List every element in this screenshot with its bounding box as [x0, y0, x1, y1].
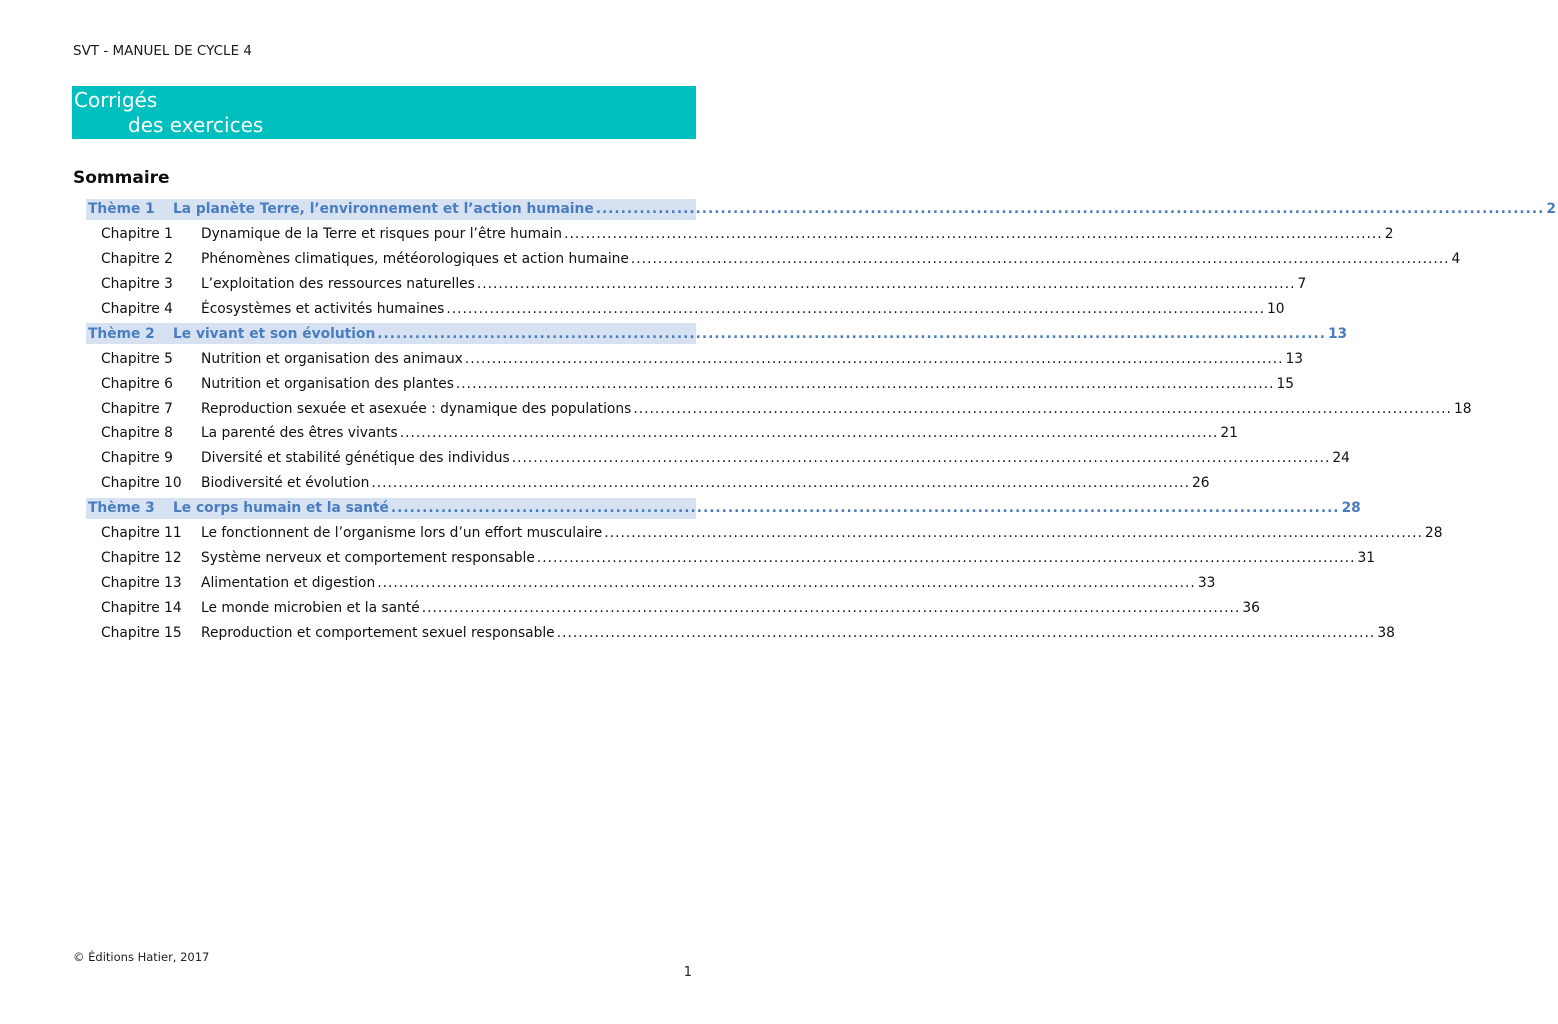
toc-dot-leader — [446, 301, 1265, 317]
toc-chapter-row[interactable] — [86, 247, 1461, 272]
toc-dot-leader — [371, 475, 1190, 491]
toc-entry-label: Chapitre 2 — [101, 251, 173, 268]
toc-theme-row[interactable] — [86, 323, 1348, 344]
toc-chapter-row[interactable] — [86, 545, 1376, 570]
toc-entry-label: Chapitre 5 — [101, 350, 173, 367]
toc-entry-page: 2 — [1384, 226, 1394, 243]
toc-entry-label: Thème 3 — [88, 500, 155, 517]
toc-entry-title: La planète Terre, l’environnement et l’action humaine — [173, 201, 594, 218]
toc-entry-title: Le monde microbien et la santé — [201, 599, 420, 616]
toc-entry-label: Chapitre 4 — [101, 301, 173, 317]
toc-dot-leader — [557, 625, 1376, 641]
banner-title-line2: des exercices — [128, 113, 264, 137]
toc-entry-label: Thème 1 — [88, 201, 155, 218]
toc-dot-leader — [391, 500, 1340, 516]
toc-entry-page: 7 — [1297, 276, 1307, 293]
toc-chapter-row[interactable] — [86, 521, 1443, 546]
toc-dot-leader — [512, 450, 1331, 466]
toc-theme-row[interactable] — [86, 199, 1556, 220]
toc-entry-label: Chapitre 11 — [101, 525, 182, 542]
toc-dot-leader — [564, 226, 1383, 242]
toc-chapter-row[interactable] — [86, 222, 1394, 247]
toc-chapter-row[interactable] — [86, 446, 1350, 471]
toc-chapter-row[interactable] — [86, 421, 1238, 446]
toc-entry-title: Reproduction sexuée et asexuée : dynamique des populations — [201, 400, 632, 417]
toc-chapter-row[interactable] — [86, 272, 1307, 297]
toc-entry-page: 21 — [1220, 425, 1238, 442]
toc-entry-title: Nutrition et organisation des plantes — [201, 375, 454, 392]
toc-dot-leader — [633, 401, 1452, 417]
toc-entry-title: Nutrition et organisation des animaux — [201, 350, 463, 367]
toc-chapter-row[interactable] — [86, 471, 1210, 496]
toc-chapter-row[interactable] — [86, 297, 1285, 322]
toc-chapter-row[interactable] — [86, 346, 1304, 371]
toc-entry-title: Diversité et stabilité génétique des individus — [201, 450, 510, 467]
toc-entry-page: 36 — [1242, 599, 1260, 616]
toc-entry-title: Le corps humain et la santé — [173, 500, 389, 517]
toc-entry-label: Chapitre 3 — [101, 276, 173, 293]
toc-entry-page: 28 — [1424, 525, 1443, 542]
page-number: 1 — [683, 965, 692, 980]
toc-entry-title: Dynamique de la Terre et risques pour l’être humain — [201, 226, 563, 243]
toc-entry-label: Chapitre 9 — [101, 450, 173, 467]
toc-entry-page: 13 — [1285, 350, 1304, 367]
sommaire-heading: Sommaire — [73, 168, 170, 188]
toc-entry-page: 10 — [1266, 301, 1285, 317]
title-banner — [72, 86, 696, 139]
toc-entry-title: Système nerveux et comportement responsable — [201, 549, 535, 566]
toc-dot-leader — [477, 276, 1296, 292]
toc-entry-page: 2 — [1546, 201, 1556, 218]
toc-entry-label: Chapitre 6 — [101, 375, 173, 392]
toc-entry-label: Chapitre 13 — [101, 574, 182, 591]
toc-entry-title: L’exploitation des ressources naturelles — [201, 276, 475, 293]
toc-entry-page: 4 — [1451, 251, 1461, 268]
toc-entry-title: Le fonctionnent de l’organisme lors d’un effort musculaire — [201, 525, 603, 542]
toc-entry-title: Biodiversité et évolution — [201, 475, 370, 492]
toc-entry-title: Phénomènes climatiques, météorologiques et action humaine — [201, 251, 629, 268]
toc-entry-title: Reproduction et comportement sexuel responsable — [201, 624, 555, 641]
table-of-contents — [86, 197, 1556, 645]
toc-entry-title: Alimentation et digestion — [201, 574, 376, 591]
copyright-notice: © Éditions Hatier, 2017 — [73, 950, 210, 964]
toc-dot-leader — [422, 600, 1241, 616]
toc-entry-label: Thème 2 — [88, 325, 155, 342]
toc-theme-row[interactable] — [86, 498, 1361, 519]
toc-entry-label: Chapitre 14 — [101, 599, 182, 616]
toc-dot-leader — [377, 326, 1326, 342]
toc-chapter-row[interactable] — [86, 396, 1472, 421]
toc-dot-leader — [465, 351, 1284, 367]
toc-dot-leader — [631, 251, 1450, 267]
toc-entry-page: 13 — [1327, 325, 1348, 342]
toc-entry-page: 15 — [1276, 375, 1295, 392]
toc-entry-page: 38 — [1377, 624, 1395, 641]
toc-entry-title: Écosystèmes et activités humaines — [201, 301, 445, 317]
toc-entry-page: 33 — [1197, 574, 1216, 591]
running-header: SVT - MANUEL DE CYCLE 4 — [73, 43, 252, 59]
toc-entry-page: 31 — [1357, 549, 1376, 566]
toc-dot-leader — [377, 575, 1196, 591]
toc-entry-label: Chapitre 1 — [101, 226, 173, 243]
toc-dot-leader — [596, 201, 1545, 217]
toc-dot-leader — [537, 550, 1356, 566]
toc-entry-title: La parenté des êtres vivants — [201, 425, 398, 442]
toc-entry-page: 24 — [1332, 450, 1350, 467]
toc-chapter-row[interactable] — [86, 371, 1295, 396]
toc-entry-label: Chapitre 15 — [101, 624, 182, 641]
toc-dot-leader — [604, 525, 1423, 541]
toc-dot-leader — [456, 376, 1275, 392]
toc-chapter-row[interactable] — [86, 620, 1395, 645]
toc-entry-title: Le vivant et son évolution — [173, 325, 376, 342]
toc-entry-label: Chapitre 8 — [101, 425, 173, 442]
toc-entry-page: 18 — [1453, 400, 1472, 417]
toc-chapter-row[interactable] — [86, 595, 1260, 620]
toc-dot-leader — [400, 425, 1219, 441]
toc-entry-label: Chapitre 12 — [101, 549, 182, 566]
toc-entry-label: Chapitre 10 — [101, 475, 182, 492]
banner-title-line1: Corrigés — [74, 88, 158, 112]
toc-entry-label: Chapitre 7 — [101, 400, 173, 417]
toc-chapter-row[interactable] — [86, 570, 1216, 595]
toc-entry-page: 28 — [1341, 500, 1361, 517]
toc-entry-page: 26 — [1191, 475, 1210, 492]
